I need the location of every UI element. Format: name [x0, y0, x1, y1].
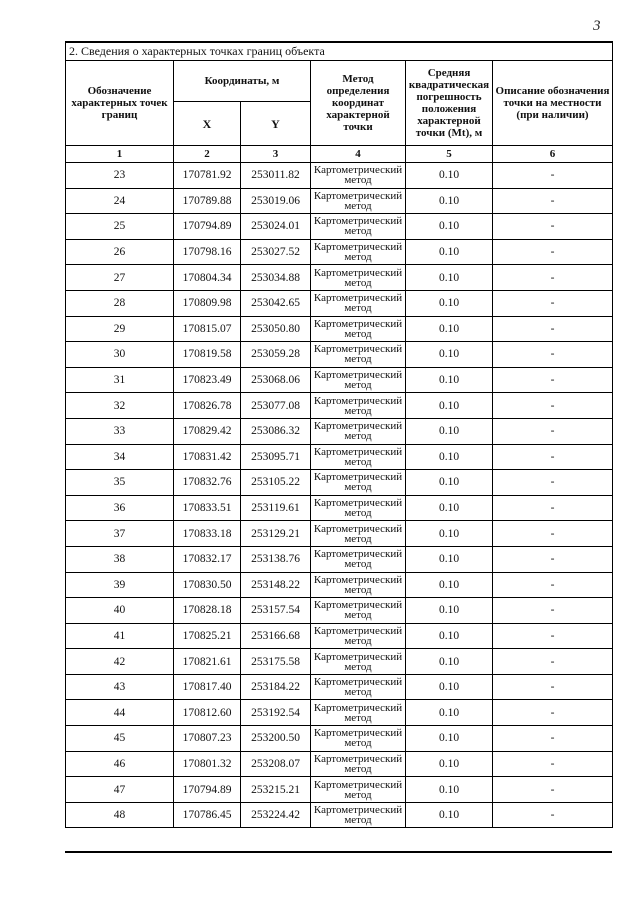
table-row [66, 649, 613, 675]
cell-accuracy: 0.10 [406, 598, 493, 624]
cell-point: 30 [66, 342, 174, 368]
cell-x: 170781.92 [174, 163, 241, 189]
cell-y: 253119.61 [241, 495, 311, 521]
cell-method: Картометрический метод [311, 700, 406, 726]
cell-point: 34 [66, 444, 174, 470]
cell-y: 253157.54 [241, 598, 311, 624]
cell-x: 170815.07 [174, 316, 241, 342]
table-row [66, 802, 613, 828]
cell-method: Картометрический метод [311, 521, 406, 547]
cell-x: 170826.78 [174, 393, 241, 419]
cell-method: Картометрический метод [311, 239, 406, 265]
table-row [66, 495, 613, 521]
table-row [66, 188, 613, 214]
cell-x: 170833.18 [174, 521, 241, 547]
cell-description: - [493, 598, 613, 624]
cell-description: - [493, 470, 613, 496]
cell-x: 170831.42 [174, 444, 241, 470]
cell-method: Картометрический метод [311, 777, 406, 803]
cell-description: - [493, 188, 613, 214]
cell-x: 170819.58 [174, 342, 241, 368]
cell-x: 170817.40 [174, 674, 241, 700]
cell-y: 253138.76 [241, 546, 311, 572]
cell-description: - [493, 316, 613, 342]
cell-point: 23 [66, 163, 174, 189]
cell-point: 39 [66, 572, 174, 598]
cell-method: Картометрический метод [311, 623, 406, 649]
section-title: 2. Сведения о характерных точках границ объекта [66, 42, 613, 61]
cell-y: 253034.88 [241, 265, 311, 291]
cell-accuracy: 0.10 [406, 163, 493, 189]
cell-x: 170812.60 [174, 700, 241, 726]
cell-method: Картометрический метод [311, 726, 406, 752]
cell-accuracy: 0.10 [406, 418, 493, 444]
cell-point: 48 [66, 802, 174, 828]
cell-method: Картометрический метод [311, 367, 406, 393]
cell-x: 170823.49 [174, 367, 241, 393]
column-number: 5 [406, 146, 493, 163]
cell-accuracy: 0.10 [406, 623, 493, 649]
cell-point: 43 [66, 674, 174, 700]
cell-y: 253129.21 [241, 521, 311, 547]
cell-accuracy: 0.10 [406, 521, 493, 547]
table-row [66, 316, 613, 342]
cell-description: - [493, 444, 613, 470]
cell-description: - [493, 239, 613, 265]
cell-point: 35 [66, 470, 174, 496]
table-row [66, 521, 613, 547]
cell-method: Картометрический метод [311, 546, 406, 572]
cell-x: 170833.51 [174, 495, 241, 521]
cell-x: 170801.32 [174, 751, 241, 777]
header-method: Метод определения координат характерной точки [311, 61, 406, 146]
cell-description: - [493, 521, 613, 547]
cell-method: Картометрический метод [311, 188, 406, 214]
cell-point: 47 [66, 777, 174, 803]
cell-method: Картометрический метод [311, 342, 406, 368]
cell-accuracy: 0.10 [406, 572, 493, 598]
cell-method: Картометрический метод [311, 802, 406, 828]
cell-x: 170798.16 [174, 239, 241, 265]
bottom-rule [65, 851, 612, 853]
header-description: Описание обозначения точки на местности (при наличии) [493, 61, 613, 146]
cell-point: 28 [66, 290, 174, 316]
table-row [66, 623, 613, 649]
cell-x: 170828.18 [174, 598, 241, 624]
cell-point: 42 [66, 649, 174, 675]
cell-x: 170825.21 [174, 623, 241, 649]
boundary-points-table [65, 41, 613, 828]
cell-point: 46 [66, 751, 174, 777]
cell-x: 170829.42 [174, 418, 241, 444]
table-row [66, 418, 613, 444]
cell-method: Картометрический метод [311, 290, 406, 316]
cell-point: 31 [66, 367, 174, 393]
cell-accuracy: 0.10 [406, 393, 493, 419]
table-row [66, 444, 613, 470]
cell-y: 253050.80 [241, 316, 311, 342]
cell-method: Картометрический метод [311, 418, 406, 444]
header-y: Y [241, 102, 311, 146]
cell-y: 253192.54 [241, 700, 311, 726]
cell-x: 170832.17 [174, 546, 241, 572]
column-number: 4 [311, 146, 406, 163]
cell-y: 253105.22 [241, 470, 311, 496]
table-row [66, 239, 613, 265]
cell-y: 253068.06 [241, 367, 311, 393]
cell-accuracy: 0.10 [406, 802, 493, 828]
cell-y: 253148.22 [241, 572, 311, 598]
cell-point: 32 [66, 393, 174, 419]
cell-method: Картометрический метод [311, 214, 406, 240]
cell-y: 253059.28 [241, 342, 311, 368]
cell-description: - [493, 649, 613, 675]
cell-point: 25 [66, 214, 174, 240]
cell-x: 170809.98 [174, 290, 241, 316]
cell-method: Картометрический метод [311, 751, 406, 777]
column-number: 3 [241, 146, 311, 163]
cell-description: - [493, 163, 613, 189]
table-row [66, 674, 613, 700]
column-number-row [66, 146, 613, 163]
cell-accuracy: 0.10 [406, 674, 493, 700]
cell-y: 253095.71 [241, 444, 311, 470]
cell-point: 37 [66, 521, 174, 547]
cell-y: 253208.07 [241, 751, 311, 777]
cell-description: - [493, 726, 613, 752]
cell-description: - [493, 495, 613, 521]
cell-point: 40 [66, 598, 174, 624]
cell-description: - [493, 623, 613, 649]
cell-y: 253077.08 [241, 393, 311, 419]
cell-description: - [493, 290, 613, 316]
cell-x: 170786.45 [174, 802, 241, 828]
cell-x: 170789.88 [174, 188, 241, 214]
cell-y: 253042.65 [241, 290, 311, 316]
header-coordinates: Координаты, м [174, 61, 311, 102]
cell-x: 170794.89 [174, 777, 241, 803]
cell-method: Картометрический метод [311, 444, 406, 470]
cell-x: 170830.50 [174, 572, 241, 598]
table-row [66, 290, 613, 316]
cell-description: - [493, 802, 613, 828]
cell-y: 253215.21 [241, 777, 311, 803]
cell-accuracy: 0.10 [406, 726, 493, 752]
cell-point: 36 [66, 495, 174, 521]
cell-x: 170804.34 [174, 265, 241, 291]
header-accuracy: Средняя квадратическая погрешность положения характерной точки (Mt), м [406, 61, 493, 146]
table-row [66, 393, 613, 419]
header-designation: Обозначение характерных точек границ [66, 61, 174, 146]
table-row [66, 572, 613, 598]
cell-method: Картометрический метод [311, 649, 406, 675]
cell-point: 26 [66, 239, 174, 265]
cell-point: 24 [66, 188, 174, 214]
cell-x: 170794.89 [174, 214, 241, 240]
cell-y: 253200.50 [241, 726, 311, 752]
column-number: 6 [493, 146, 613, 163]
column-number: 1 [66, 146, 174, 163]
cell-accuracy: 0.10 [406, 470, 493, 496]
cell-y: 253166.68 [241, 623, 311, 649]
table-row [66, 265, 613, 291]
cell-point: 41 [66, 623, 174, 649]
cell-method: Картометрический метод [311, 572, 406, 598]
cell-point: 45 [66, 726, 174, 752]
cell-accuracy: 0.10 [406, 444, 493, 470]
table-row [66, 700, 613, 726]
cell-accuracy: 0.10 [406, 265, 493, 291]
table-row [66, 214, 613, 240]
cell-method: Картометрический метод [311, 470, 406, 496]
cell-method: Картометрический метод [311, 393, 406, 419]
header-x: X [174, 102, 241, 146]
table-row [66, 598, 613, 624]
cell-description: - [493, 572, 613, 598]
cell-method: Картометрический метод [311, 495, 406, 521]
cell-y: 253224.42 [241, 802, 311, 828]
cell-accuracy: 0.10 [406, 546, 493, 572]
cell-description: - [493, 265, 613, 291]
cell-x: 170821.61 [174, 649, 241, 675]
cell-description: - [493, 777, 613, 803]
table-body [66, 163, 613, 828]
cell-point: 27 [66, 265, 174, 291]
cell-description: - [493, 674, 613, 700]
cell-accuracy: 0.10 [406, 777, 493, 803]
cell-description: - [493, 546, 613, 572]
cell-description: - [493, 751, 613, 777]
cell-accuracy: 0.10 [406, 239, 493, 265]
cell-method: Картометрический метод [311, 163, 406, 189]
cell-point: 29 [66, 316, 174, 342]
cell-accuracy: 0.10 [406, 649, 493, 675]
cell-accuracy: 0.10 [406, 342, 493, 368]
cell-accuracy: 0.10 [406, 188, 493, 214]
cell-method: Картометрический метод [311, 674, 406, 700]
cell-y: 253019.06 [241, 188, 311, 214]
cell-point: 33 [66, 418, 174, 444]
cell-point: 38 [66, 546, 174, 572]
table-row [66, 367, 613, 393]
cell-accuracy: 0.10 [406, 316, 493, 342]
cell-accuracy: 0.10 [406, 290, 493, 316]
page-mark: 3 [593, 18, 601, 34]
cell-description: - [493, 367, 613, 393]
cell-description: - [493, 393, 613, 419]
table-row [66, 777, 613, 803]
cell-accuracy: 0.10 [406, 214, 493, 240]
cell-method: Картометрический метод [311, 265, 406, 291]
table-row [66, 726, 613, 752]
cell-y: 253086.32 [241, 418, 311, 444]
table-row [66, 751, 613, 777]
column-number: 2 [174, 146, 241, 163]
cell-description: - [493, 418, 613, 444]
table-row [66, 546, 613, 572]
cell-y: 253011.82 [241, 163, 311, 189]
table-row [66, 163, 613, 189]
cell-point: 44 [66, 700, 174, 726]
cell-description: - [493, 342, 613, 368]
cell-method: Картометрический метод [311, 316, 406, 342]
cell-accuracy: 0.10 [406, 367, 493, 393]
cell-description: - [493, 700, 613, 726]
cell-method: Картометрический метод [311, 598, 406, 624]
cell-y: 253024.01 [241, 214, 311, 240]
table-row [66, 342, 613, 368]
cell-x: 170807.23 [174, 726, 241, 752]
cell-description: - [493, 214, 613, 240]
table-row [66, 470, 613, 496]
cell-accuracy: 0.10 [406, 751, 493, 777]
cell-y: 253027.52 [241, 239, 311, 265]
cell-y: 253175.58 [241, 649, 311, 675]
cell-y: 253184.22 [241, 674, 311, 700]
cell-accuracy: 0.10 [406, 495, 493, 521]
cell-accuracy: 0.10 [406, 700, 493, 726]
cell-x: 170832.76 [174, 470, 241, 496]
